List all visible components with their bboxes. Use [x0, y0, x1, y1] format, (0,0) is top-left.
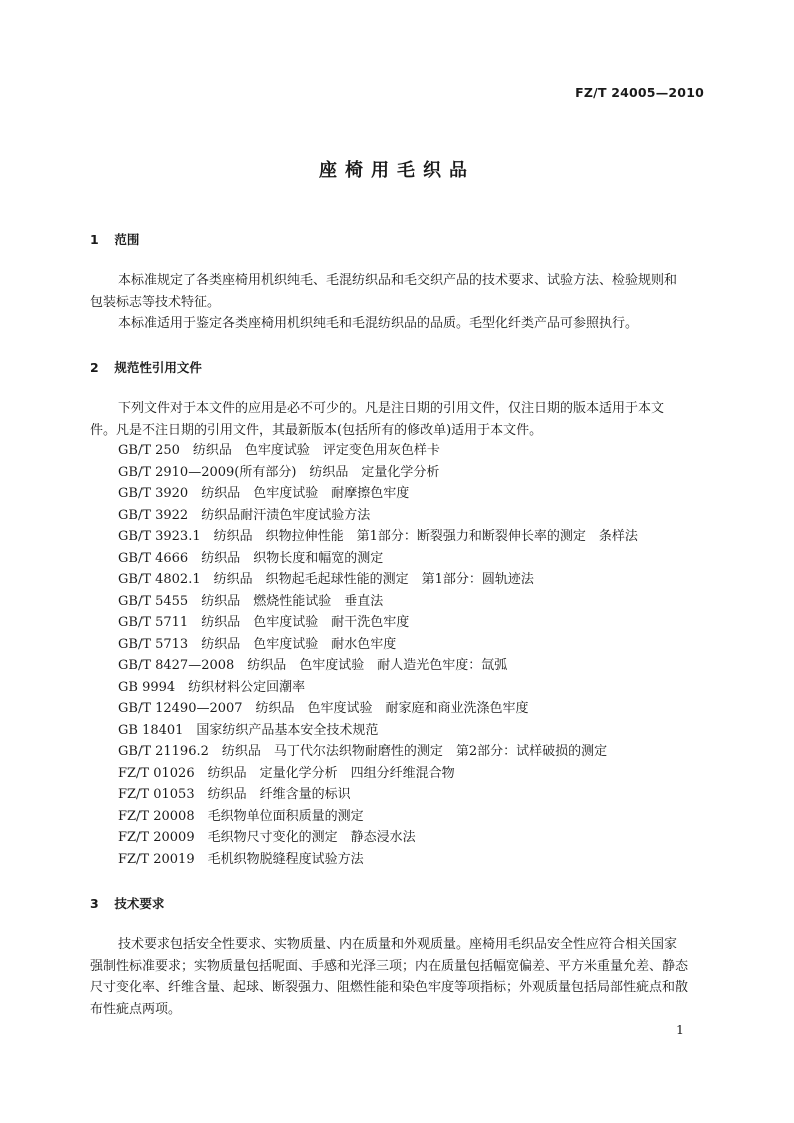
reference-item: GB 18401 国家纺织产品基本安全技术规范 — [118, 722, 379, 738]
reference-item: GB/T 4666 纺织品 织物长度和幅宽的测定 — [118, 550, 384, 566]
section-number: 1 — [90, 232, 99, 247]
reference-item: GB/T 3920 纺织品 色牢度试验 耐摩擦色牢度 — [118, 486, 410, 501]
reference-item: GB/T 3922 纺织品耐汗渍色牢度试验方法 — [118, 507, 371, 523]
reference-item: GB/T 5455 纺织品 燃烧性能试验 垂直法 — [118, 593, 384, 609]
standard-code: FZ/T 24005—2010 — [575, 85, 704, 100]
reference-item: GB/T 250 纺织品 色牢度试验 评定变色用灰色样卡 — [118, 443, 440, 458]
section-heading-requirements — [90, 894, 164, 912]
text-line: 本标准规定了各类座椅用机织纯毛、毛混纺织品和毛交织产品的技术要求、试验方法、检验规则和 — [118, 273, 678, 288]
reference-list — [118, 440, 638, 870]
reference-item: GB/T 3923.1 纺织品 织物拉伸性能 第1部分：断裂强力和断裂伸长率的测定 条样法 — [118, 529, 638, 544]
text-line: 技术要求包括安全性要求、实物质量、内在质量和外观质量。座椅用毛织品安全性应符合相关国家 — [118, 937, 678, 952]
reference-item: GB/T 5711 纺织品 色牢度试验 耐干洗色牢度 — [118, 615, 410, 630]
reference-item: GB 9994 纺织材料公定回潮率 — [118, 679, 306, 695]
reference-item: GB/T 12490—2007 纺织品 色牢度试验 耐家庭和商业洗涤色牢度 — [118, 701, 529, 716]
reference-item: GB/T 2910—2009(所有部分) 纺织品 定量化学分析 — [118, 464, 440, 480]
text-line: 本标准适用于鉴定各类座椅用机织纯毛和毛混纺织品的品质。毛型化纤类产品可参照执行。 — [118, 316, 639, 331]
text-line: 包装标志等技术特征。 — [90, 294, 221, 310]
text-line: 下列文件对于本文件的应用是必不可少的。凡是注日期的引用文件，仅注日期的版本适用于本文 — [118, 401, 665, 416]
text-line: 布性疵点两项。 — [90, 1001, 182, 1017]
reference-item: GB/T 5713 纺织品 色牢度试验 耐水色牢度 — [118, 636, 397, 652]
references-intro — [90, 398, 708, 441]
reference-item: GB/T 21196.2 纺织品 马丁代尔法织物耐磨性的测定 第2部分：试样破损的测定 — [118, 744, 608, 759]
section-heading-references — [90, 358, 202, 376]
reference-item: FZ/T 20019 毛机织物脱缝程度试验方法 — [118, 851, 364, 867]
text-line: 件。凡是不注日期的引用文件，其最新版本(包括所有的修改单)适用于本文件。 — [90, 422, 543, 438]
requirements-paragraph — [90, 934, 708, 1020]
reference-item: FZ/T 20009 毛织物尺寸变化的测定 静态浸水法 — [118, 830, 416, 845]
text-line: 尺寸变化率、纤维含量、起球、断裂强力、阻燃性能和染色牢度等项指标；外观质量包括局部性疵点和散 — [90, 980, 689, 995]
section-number: 3 — [90, 896, 99, 911]
reference-item: GB/T 8427—2008 纺织品 色牢度试验 耐人造光色牢度：氙弧 — [118, 658, 508, 673]
text-line: 强制性标准要求；实物质量包括呢面、手感和光泽三项；内在质量包括幅宽偏差、平方米重量允差、静态 — [90, 958, 689, 974]
section-heading-scope — [90, 230, 139, 248]
section-title: 技术要求 — [114, 896, 165, 911]
scope-paragraph — [90, 270, 708, 335]
reference-item: FZ/T 01026 纺织品 定量化学分析 四组分纤维混合物 — [118, 765, 455, 781]
section-title: 规范性引用文件 — [114, 360, 202, 375]
page-number: 1 — [676, 1022, 684, 1037]
section-number: 2 — [90, 360, 99, 375]
reference-item: GB/T 4802.1 纺织品 织物起毛起球性能的测定 第1部分：圆轨迹法 — [118, 572, 534, 587]
reference-item: FZ/T 01053 纺织品 纤维含量的标识 — [118, 787, 351, 802]
reference-item: FZ/T 20008 毛织物单位面积质量的测定 — [118, 808, 364, 824]
page-title: 座椅用毛织品 — [319, 160, 475, 181]
section-title: 范围 — [114, 232, 140, 247]
